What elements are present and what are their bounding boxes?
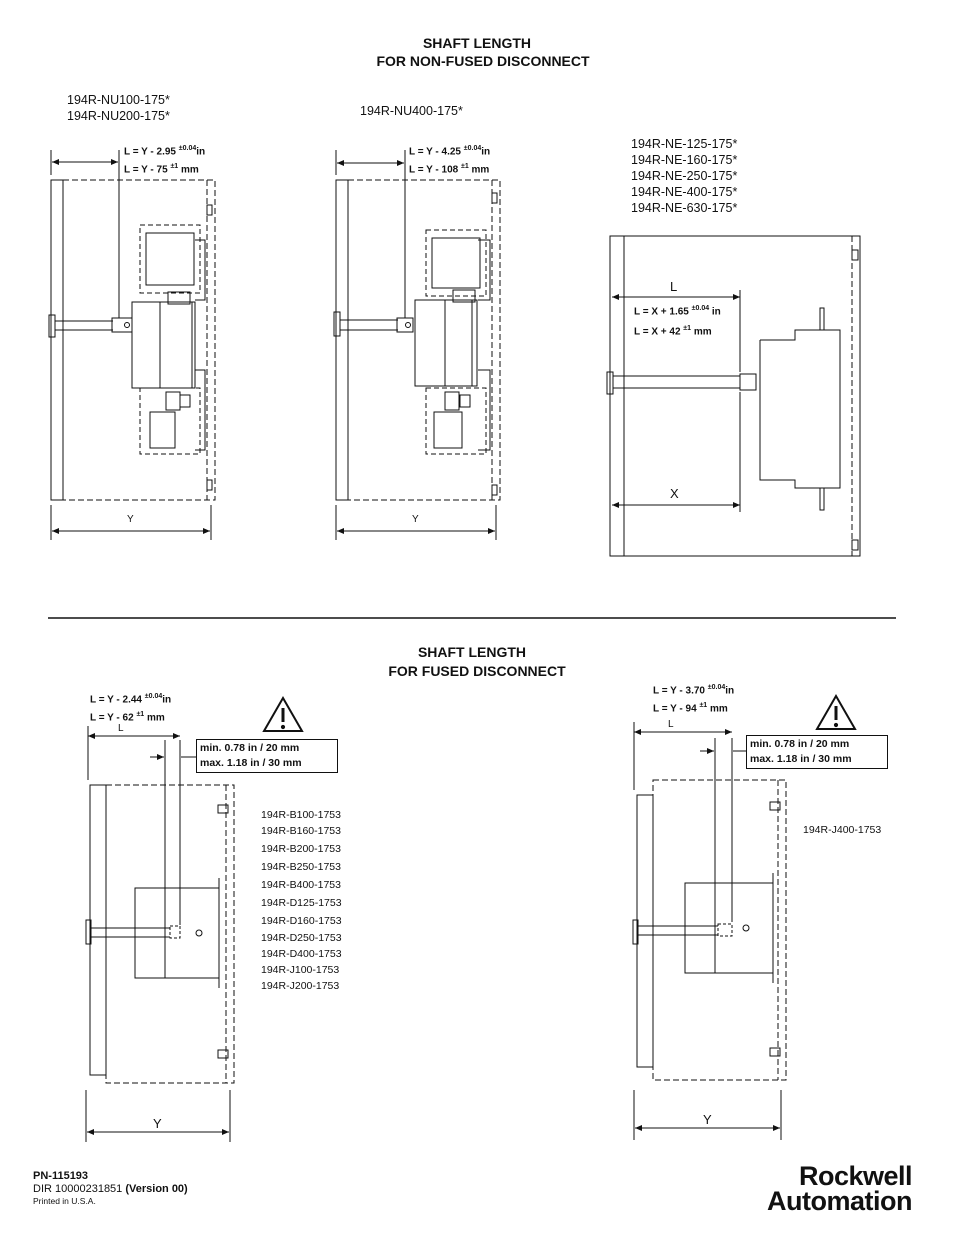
version: (Version 00)	[125, 1183, 188, 1195]
tolerance-in: ±0.04	[691, 305, 710, 312]
rockwell-automation-logo	[700, 1161, 912, 1216]
dir-number: DIR 10000231851	[33, 1183, 123, 1195]
dim-label-x: X	[670, 486, 679, 501]
enclosure-diagram-1	[49, 150, 215, 540]
model-item: 194R-D160-1753	[261, 915, 342, 927]
dim-label-y: Y	[412, 514, 419, 525]
model-item: 194R-B250-1753	[261, 861, 341, 873]
formula-mm: L = Y - 108	[409, 164, 459, 176]
model-item: 194R-D250-1753	[261, 932, 342, 944]
model-item: 194R-NE-250-175*	[631, 169, 738, 183]
unit-mm: mm	[709, 703, 728, 715]
unit-in: in	[725, 685, 735, 697]
formula-mm: L = Y - 94	[653, 703, 697, 715]
formula-in: L = X + 1.65	[634, 306, 689, 318]
model-list-d3	[631, 136, 737, 216]
formula-d4	[90, 689, 171, 726]
tolerance-mm: ±1	[461, 163, 469, 171]
unit-mm: mm	[146, 712, 165, 724]
model-item: 194R-B200-1753	[261, 843, 341, 855]
unit-mm: mm	[693, 326, 712, 338]
tolerance-in: ±0.04	[144, 693, 163, 700]
tolerance-in: ±0.04	[707, 684, 726, 691]
model-list-d2	[360, 103, 463, 119]
formula-in: L = Y - 3.70	[653, 685, 705, 697]
clearance-max: max. 1.18 in / 30 mm	[750, 753, 852, 765]
printed-in: Printed in U.S.A.	[33, 1196, 96, 1206]
brand-line1: Rockwell	[798, 1161, 912, 1191]
formula-mm: L = X + 42	[634, 326, 681, 338]
non-fused-title: SHAFT LENGTH	[422, 35, 532, 51]
dim-label-y: Y	[127, 514, 134, 525]
tolerance-mm: ±1	[683, 325, 692, 333]
enclosure-diagram-4	[86, 726, 234, 1142]
dim-label-l: L	[670, 279, 678, 294]
formula-mm: L = Y - 62	[90, 712, 134, 724]
model-item: 194R-NE-160-175*	[631, 153, 738, 167]
clearance-note	[746, 735, 888, 769]
tolerance-mm: ±1	[170, 163, 179, 171]
model-item: 194R-NU100-175*	[67, 93, 170, 107]
document-info	[33, 1170, 188, 1207]
model-list-d4	[261, 808, 342, 994]
dim-label-l: L	[118, 723, 124, 734]
formula-d3	[634, 300, 721, 341]
dim-label-y: Y	[153, 1116, 162, 1131]
unit-in: in	[162, 694, 172, 706]
dim-label-y: Y	[703, 1112, 712, 1127]
model-item: 194R-B400-1753	[261, 879, 341, 891]
warning-icon	[817, 696, 855, 729]
part-number: PN-115193	[33, 1170, 89, 1182]
brand-line2: Automation	[767, 1186, 912, 1216]
model-item: 194R-D400-1753	[261, 948, 342, 960]
enclosure-diagram-2	[334, 150, 500, 540]
enclosure-diagram-3	[607, 236, 860, 556]
formula-in: L = Y - 2.44	[90, 694, 142, 706]
formula-in: L = Y - 4.25	[409, 146, 461, 158]
fused-title: SHAFT LENGTH	[417, 644, 527, 660]
clearance-min: min. 0.78 in / 20 mm	[200, 742, 300, 754]
dim-label-l: L	[668, 719, 674, 730]
unit-in: in	[196, 146, 206, 158]
warning-icon	[264, 698, 302, 731]
model-item: 194R-NU200-175*	[67, 109, 170, 123]
model-item: 194R-NE-630-175*	[631, 201, 738, 215]
clearance-note	[196, 739, 338, 773]
formula-in: L = Y - 2.95	[124, 146, 176, 158]
model-item: 194R-J400-1753	[803, 824, 882, 836]
model-item: 194R-J100-1753	[261, 964, 340, 976]
clearance-max: max. 1.18 in / 30 mm	[200, 757, 302, 769]
model-item: 194R-D125-1753	[261, 897, 342, 909]
tolerance-mm: ±1	[699, 702, 708, 710]
formula-d2	[409, 141, 490, 178]
fused-subtitle: FOR FUSED DISCONNECT	[388, 663, 566, 679]
unit-in: in	[481, 146, 491, 158]
clearance-min: min. 0.78 in / 20 mm	[750, 738, 850, 750]
model-item: 194R-J200-1753	[261, 980, 340, 992]
model-item: 194R-B160-1753	[261, 825, 341, 837]
unit-mm: mm	[471, 164, 490, 176]
tolerance-mm: ±1	[136, 711, 145, 719]
tolerance-in: ±0.04	[178, 145, 197, 152]
non-fused-subtitle: FOR NON-FUSED DISCONNECT	[376, 53, 590, 69]
model-item: 194R-B100-1753	[261, 809, 341, 821]
unit-mm: mm	[180, 164, 199, 176]
model-item: 194R-NU400-175*	[360, 104, 463, 118]
model-item: 194R-NE-400-175*	[631, 185, 738, 199]
formula-mm: L = Y - 75	[124, 164, 168, 176]
enclosure-diagram-5	[633, 722, 786, 1140]
tolerance-in: ±0.04	[463, 145, 482, 152]
model-list-d5	[803, 821, 881, 839]
model-list-d1	[67, 92, 170, 124]
formula-d1	[124, 141, 205, 178]
formula-d5	[653, 680, 734, 717]
model-item: 194R-NE-125-175*	[631, 137, 738, 151]
unit-in: in	[711, 306, 721, 318]
